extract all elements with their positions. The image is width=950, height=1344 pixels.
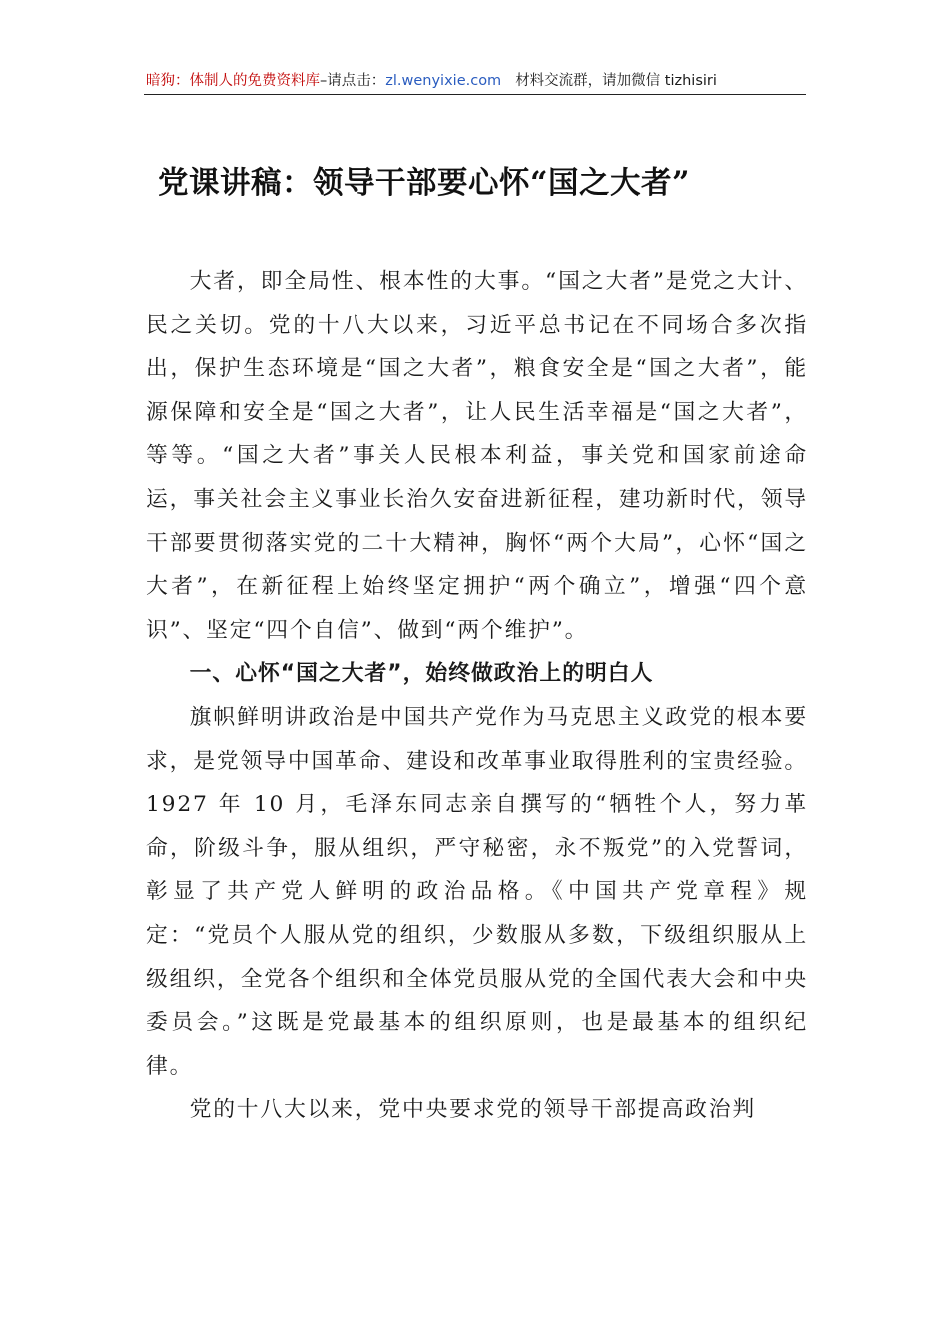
header-brand: 暗狗：体制人的免费资料库	[146, 73, 320, 89]
header-link-label: –请点击：	[320, 73, 386, 89]
document-body	[146, 260, 808, 1132]
document-title: 党课讲稿：领导干部要心怀“国之大者”	[158, 165, 691, 201]
intro-paragraph: 大者，即全局性、根本性的大事。“国之大者”是党之大计、民之关切。党的十八大以来，习近平总书记在不同场合多次指出，保护生态环境是“国之大者”，粮食安全是“国之大者”，能源保障和安全是“国之大者”，让人民生活幸福是“国之大者”，等等。“国之大者”事关人民根本利益，事关党和国家前途命运，事关社会主义事业长治久安奋进新征程，建功新时代，领导干部要贯彻落实党的二十大精神，胸怀“两个大局”，心怀“国之大者”，在新征程上始终坚定拥护“两个确立”，增强“四个意识”、坚定“四个自信”、做到“两个维护”。	[146, 269, 808, 643]
section-heading-1: 一、心怀“国之大者”，始终做政治上的明白人	[189, 661, 654, 687]
page-header	[146, 70, 806, 96]
header-website-link[interactable]: zl.wenyixie.com	[385, 73, 502, 89]
header-wechat-note: 材料交流群，请加微信 tizhisiri	[515, 73, 717, 89]
section-1-paragraph-1: 旗帜鲜明讲政治是中国共产党作为马克思主义政党的根本要求，是党领导中国革命、建设和改革事业取得胜利的宝贵经验。1927 年 10 月，毛泽东同志亲自撰写的“牺牲个人，努力革命，阶级斗争，服从组织，严守秘密，永不叛党”的入党誓词，彰显了共产党人鲜明的政治品格。《中国共产党章程》规定：“党员个人服从党的组织，少数服从多数，下级组织服从上级组织，全党各个组织和全体党员服从党的全国代表大会和中央委员会。”这既是党最基本的组织原则，也是最基本的组织纪律。	[146, 704, 808, 1079]
header-divider	[144, 94, 806, 95]
section-1-paragraph-2: 党的十八大以来，党中央要求党的领导干部提高政治判	[189, 1097, 756, 1123]
